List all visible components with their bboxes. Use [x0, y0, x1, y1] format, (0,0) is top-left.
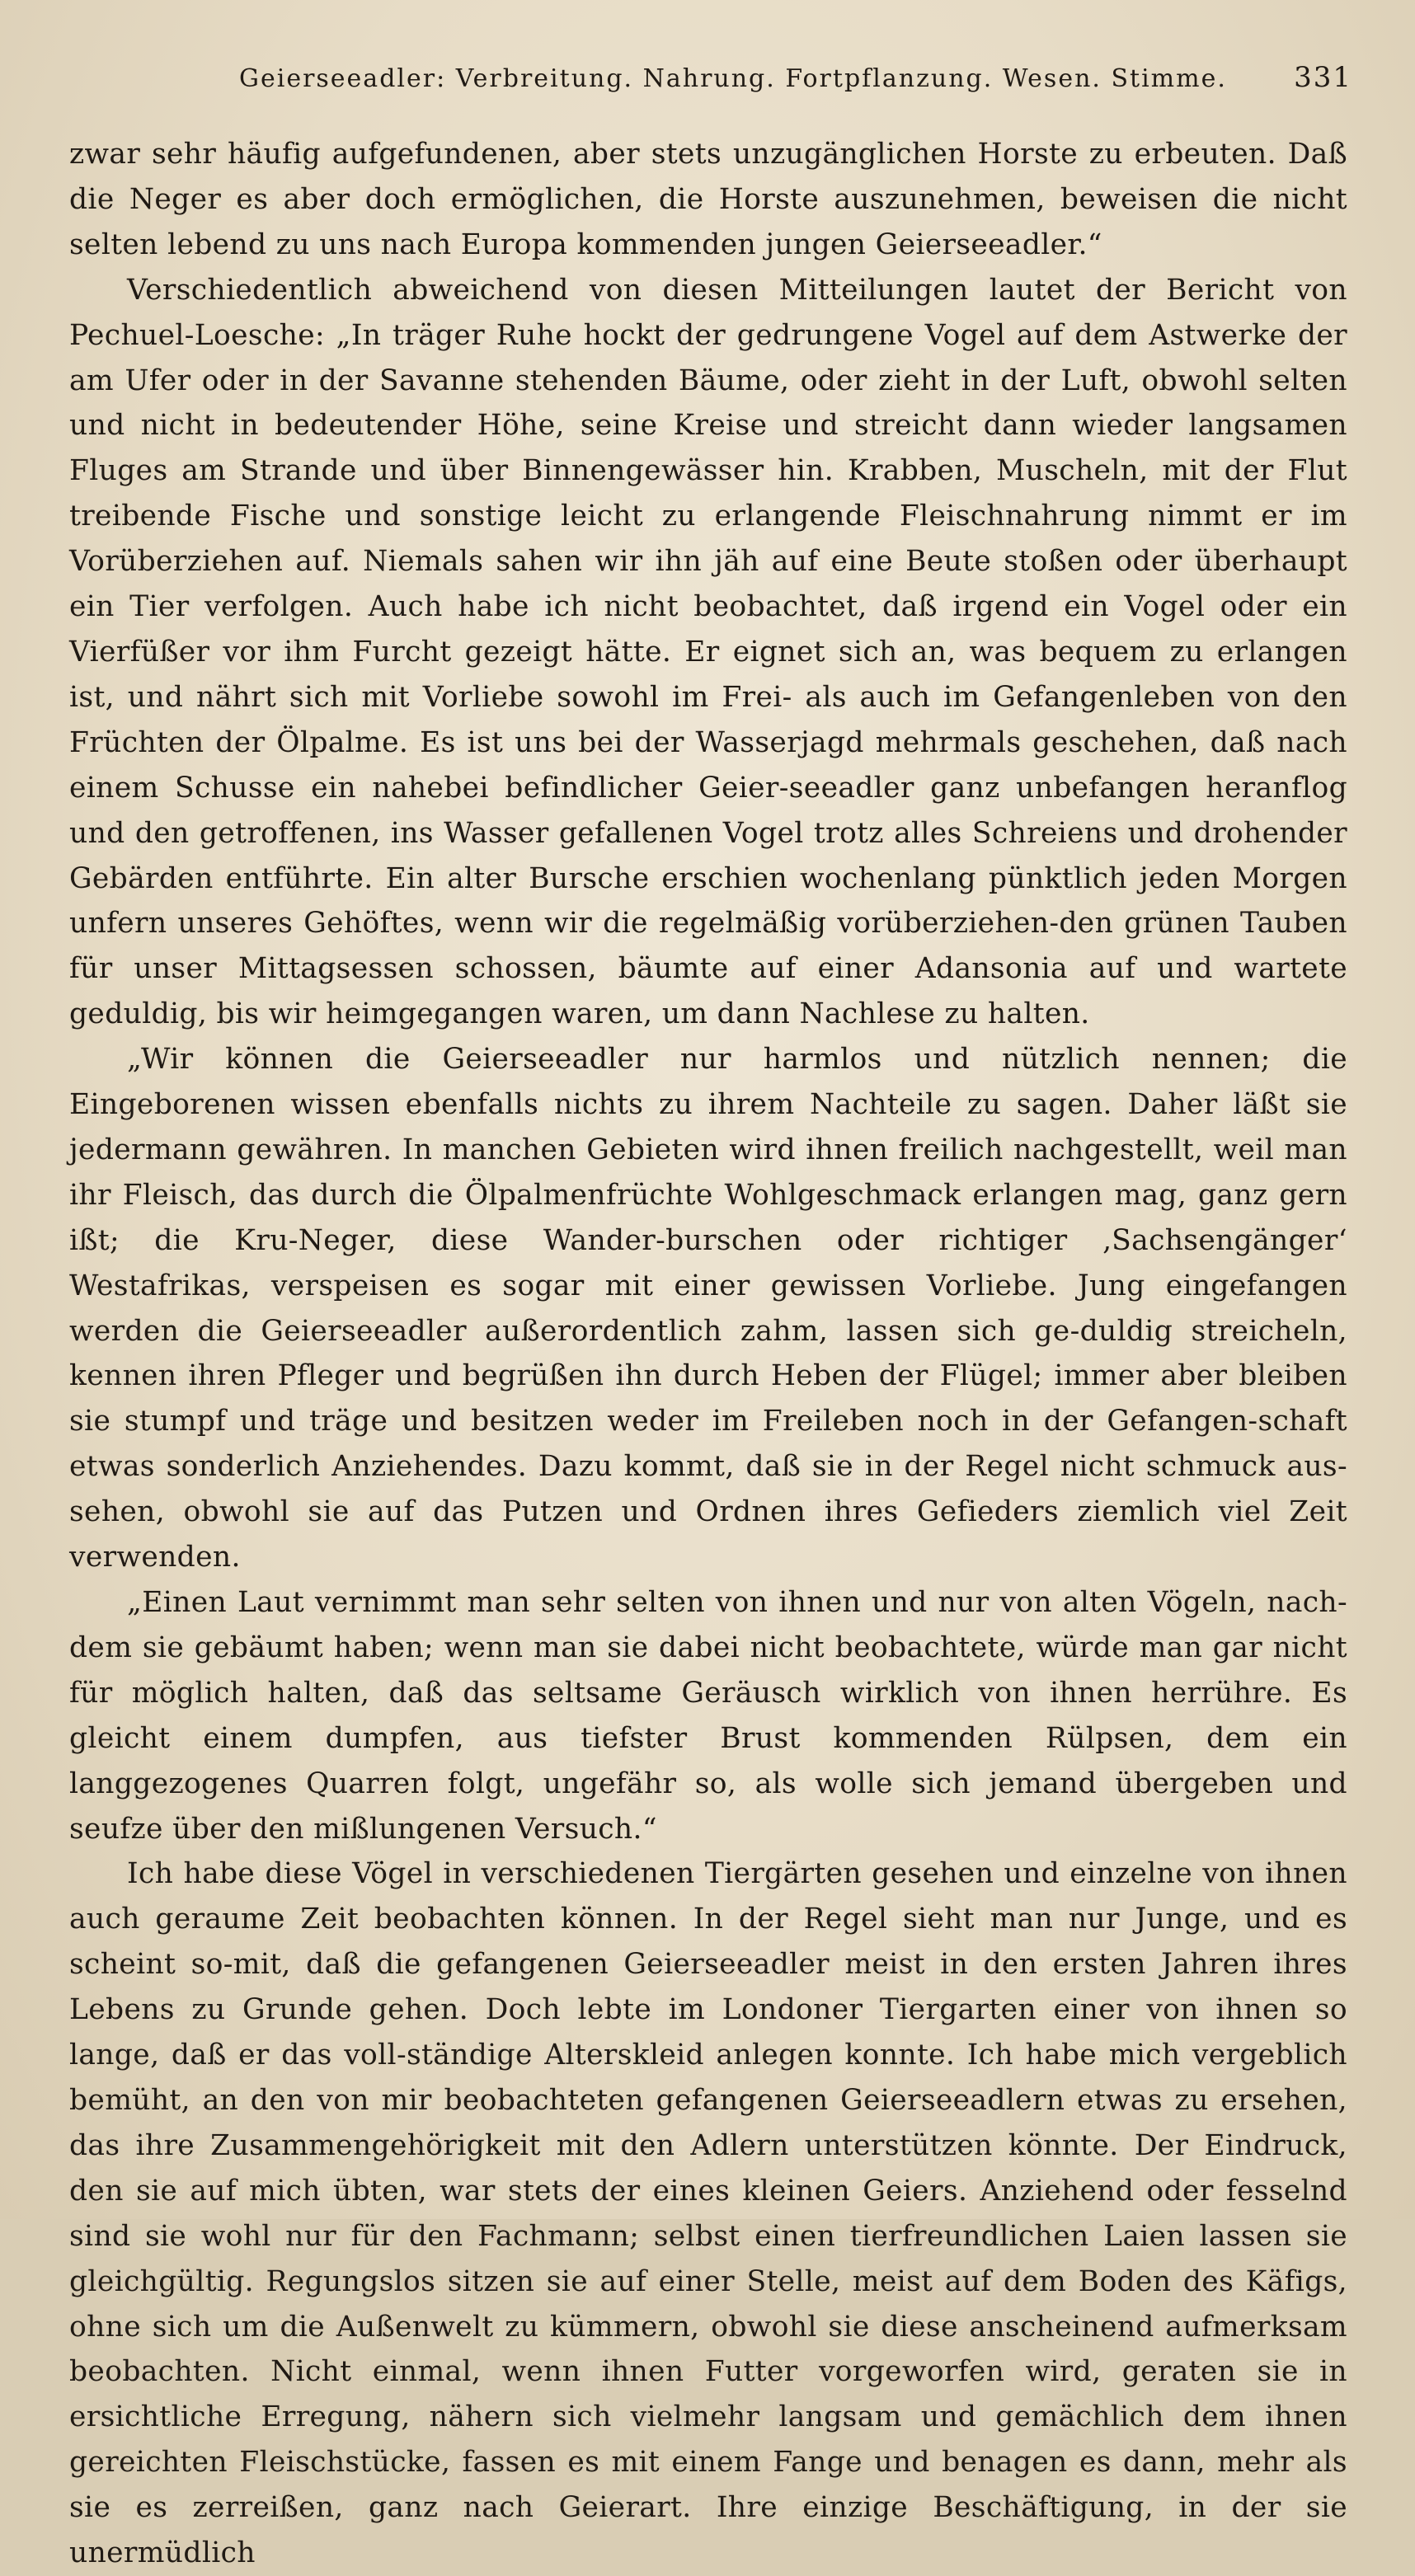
- page-number: 331: [1294, 61, 1352, 94]
- paragraph: „Einen Laut vernimmt man sehr selten von ihnen und nur von alten Vögeln, nach-dem sie gebäumt haben; wenn man sie dabei nicht beobachtete, würde man gar nicht für möglich halten, daß das seltsame Geräusch wirklich von ihnen herrühre. Es gleicht einem dumpfen, aus tiefster Brust kommenden Rülpsen, dem ein langgezogenes Quarren folgt, ungefähr so, als wolle sich jemand übergeben und seufze über den mißlungenen Versuch.“: [69, 1586, 1347, 1846]
- paragraph: Verschiedentlich abweichend von diesen Mitteilungen lautet der Bericht von Pechuel-Loesche: „In träger Ruhe hockt der gedrungene Vogel auf dem Astwerke der am Ufer oder in der Savanne stehenden Bäume, oder zieht in der Luft, obwohl selten und nicht in bedeutender Höhe, seine Kreise und streicht dann wieder langsamen Fluges am Strande und über Binnengewässer hin. Krabben, Muscheln, mit der Flut treibende Fische und sonstige leicht zu erlangende Fleischnahrung nimmt er im Vorüberziehen auf. Niemals sahen wir ihn jäh auf eine Beute stoßen oder überhaupt ein Tier verfolgen. Auch habe ich nicht beobachtet, daß irgend ein Vogel oder ein Vierfüßer vor ihm Furcht gezeigt hätte. Er eignet sich an, was bequem zu erlangen ist, und nährt sich mit Vorliebe sowohl im Frei- als auch im Gefangenleben von den Früchten der Ölpalme. Es ist uns bei der Wasserjagd mehrmals geschehen, daß nach einem Schusse ein nahebei befindlicher Geier-seeadler ganz unbefangen heranflog und den getroffenen, ins Wasser gefallenen Vogel trotz alles Schreiens und drohender Gebärden entführte. Ein alter Bursche erschien wochenlang pünktlich jeden Morgen unfern unseres Gehöftes, wenn wir die regelmäßig vorüberziehen-den grünen Tauben für unser Mittagsessen schossen, bäumte auf einer Adansonia auf und wartete geduldig, bis wir heimgegangen waren, um dann Nachlese zu halten.: [69, 273, 1347, 1031]
- page-header: [239, 58, 1352, 107]
- running-title: Geierseeadler: Verbreitung. Nahrung. Fortpflanzung. Wesen. Stimme.: [239, 64, 1227, 93]
- body-text: [69, 132, 1347, 2570]
- paragraph: Ich habe diese Vögel in verschiedenen Tiergärten gesehen und einzelne von ihnen auch geraume Zeit beobachten können. In der Regel sieht man nur Junge, und es scheint so-mit, daß die gefangenen Geierseeadler meist in den ersten Jahren ihres Lebens zu Grunde gehen. Doch lebte im Londoner Tiergarten einer von ihnen so lange, daß er das voll-ständige Alterskleid anlegen konnte. Ich habe mich vergeblich bemüht, an den von mir beobachteten gefangenen Geierseeadlern etwas zu ersehen, das ihre Zusammengehörigkeit mit den Adlern unterstützen könnte. Der Eindruck, den sie auf mich übten, war stets der eines kleinen Geiers. Anziehend oder fesselnd sind sie wohl nur für den Fachmann; selbst einen tierfreundlichen Laien lassen sie gleichgültig. Regungslos sitzen sie auf einer Stelle, meist auf dem Boden des Käfigs, ohne sich um die Außenwelt zu kümmern, obwohl sie diese anscheinend aufmerksam beobachten. Nicht einmal, wenn ihnen Futter vorgeworfen wird, geraten sie in ersichtliche Erregung, nähern sich vielmehr langsam und gemächlich dem ihnen gereichten Fleischstücke, fassen es mit einem Fange und benagen es dann, mehr als sie es zerreißen, ganz nach Geierart. Ihre einzige Beschäftigung, in der sie unermüdlich: [69, 1857, 1347, 2570]
- paragraph: „Wir können die Geierseeadler nur harmlos und nützlich nennen; die Eingeborenen wissen ebenfalls nichts zu ihrem Nachteile zu sagen. Daher läßt sie jedermann gewähren. In manchen Gebieten wird ihnen freilich nachgestellt, weil man ihr Fleisch, das durch die Ölpalmenfrüchte Wohlgeschmack erlangen mag, ganz gern ißt; die Kru-Neger, diese Wander-burschen oder richtiger ‚Sachsengänger‘ Westafrikas, verspeisen es sogar mit einer gewissen Vorliebe. Jung eingefangen werden die Geierseeadler außerordentlich zahm, lassen sich ge-duldig streicheln, kennen ihren Pfleger und begrüßen ihn durch Heben der Flügel; immer aber bleiben sie stumpf und träge und besitzen weder im Freileben noch in der Gefangen-schaft etwas sonderlich Anziehendes. Dazu kommt, daß sie in der Regel nicht schmuck aus-sehen, obwohl sie auf das Putzen und Ordnen ihres Gefieders ziemlich viel Zeit verwenden.: [69, 1043, 1347, 1574]
- paragraph: zwar sehr häufig aufgefundenen, aber stets unzugänglichen Horste zu erbeuten. Daß die Neger es aber doch ermöglichen, die Horste auszunehmen, beweisen die nicht selten lebend zu uns nach Europa kommenden jungen Geierseeadler.“: [69, 138, 1347, 261]
